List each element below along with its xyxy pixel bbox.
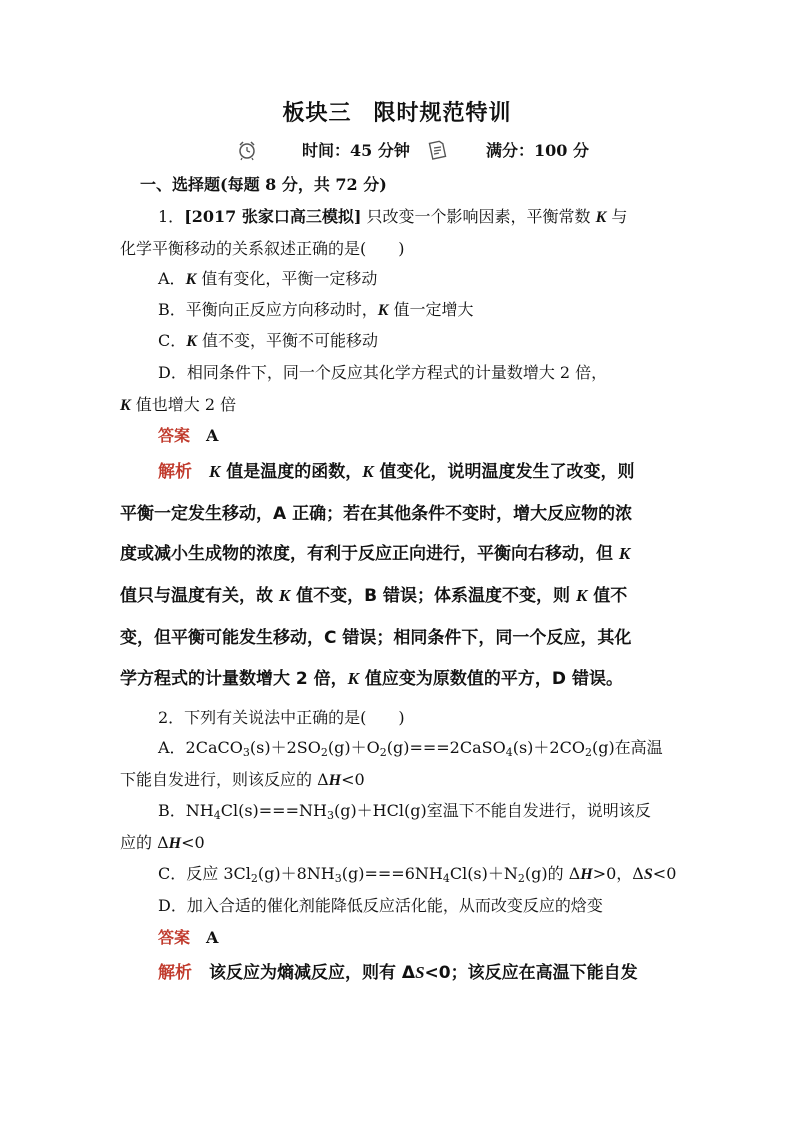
q1-option-d-line1: D．相同条件下，同一个反应其化学方程式的计量数增大 2 倍，	[158, 363, 608, 382]
q2-option-a-line1: A．$2CaCO_3(s)+2SO_2(g)+O_2(g)===2CaSO_4(s)+2CO_2(g)$在高温	[158, 738, 663, 759]
alarm-clock-icon	[236, 139, 258, 161]
q1-analysis-line4: 值只与温度有关，故 K 值不变，B 错误；体系温度不变，则 K 值不	[120, 586, 628, 606]
answer-label: 答案	[158, 928, 191, 947]
paper-icon	[426, 139, 448, 161]
q1-analysis-line3: 度或减小生成物的浓度，有利于反应正向进行，平衡向右移动，但 K	[120, 544, 631, 564]
q2-option-b-line2: 应的 ΔH<0	[120, 833, 205, 852]
exam-meta	[0, 138, 794, 164]
q1-analysis-line6: 学方程式的计量数增大 2 倍，K 值应变为原数值的平方，D 错误。	[120, 669, 623, 689]
q1-option-c: C．K 值不变，平衡不可能移动	[158, 331, 379, 350]
time-text: 时间：45 分钟	[302, 141, 410, 160]
q1-option-d-line2: K 值也增大 2 倍	[120, 395, 237, 414]
q2-analysis-line1: 解析 该反应为熵减反应，则有 ΔS<0；该反应在高温下能自发	[158, 963, 638, 983]
q1-option-b: B．平衡向正反应方向移动时，K 值一定增大	[158, 300, 474, 319]
q2-option-d: D．加入合适的催化剂能降低反应活化能，从而改变反应的焓变	[158, 896, 603, 915]
q2-option-a-line2: 下能自发进行，则该反应的 ΔH<0	[120, 770, 365, 789]
title-part1: 板块三	[282, 100, 352, 126]
q1-analysis-line1: 解析 K 值是温度的函数，K 值变化，说明温度发生了改变，则	[158, 462, 635, 482]
q2-answer	[158, 927, 718, 949]
analysis-label: 解析	[158, 963, 192, 983]
q1-option-a: A．K 值有变化，平衡一定移动	[158, 269, 378, 288]
q1-stem-line2: 化学平衡移动的关系叙述正确的是( )	[120, 239, 405, 258]
q1-stem-line1: 1．[2017 张家口高三模拟] 只改变一个影响因素，平衡常数 K 与	[158, 207, 628, 226]
q2-option-c: C．反应 $3Cl_2(g)+8NH_3(g)===6NH_4Cl(s)+N_2(g)$的 ΔH>0，ΔS<0	[158, 864, 677, 885]
score-text: 满分：100 分	[486, 141, 589, 160]
q2-stem: 2．下列有关说法中正确的是( )	[158, 708, 405, 727]
section-heading: 一、选择题(每题 8 分，共 72 分)	[140, 175, 387, 194]
answer-value: A	[206, 426, 219, 445]
answer-value: A	[206, 928, 219, 947]
q2-option-b-line1: B．$NH_4Cl(s)===NH_3(g)+HCl(g)$室温下不能自发进行，说明该反	[158, 801, 651, 822]
analysis-label: 解析	[158, 462, 192, 482]
score-info	[426, 138, 589, 161]
q1-analysis-line5: 变，但平衡可能发生移动，C 错误；相同条件下，同一个反应，其化	[120, 628, 632, 648]
q1-answer	[158, 425, 718, 447]
q1-analysis-line2: 平衡一定发生移动，A 正确；若在其他条件不变时，增大反应物的浓	[120, 504, 633, 524]
page-title	[0, 96, 794, 127]
answer-label: 答案	[158, 426, 191, 445]
title-part2: 限时规范特训	[373, 100, 512, 126]
time-info	[236, 138, 410, 161]
